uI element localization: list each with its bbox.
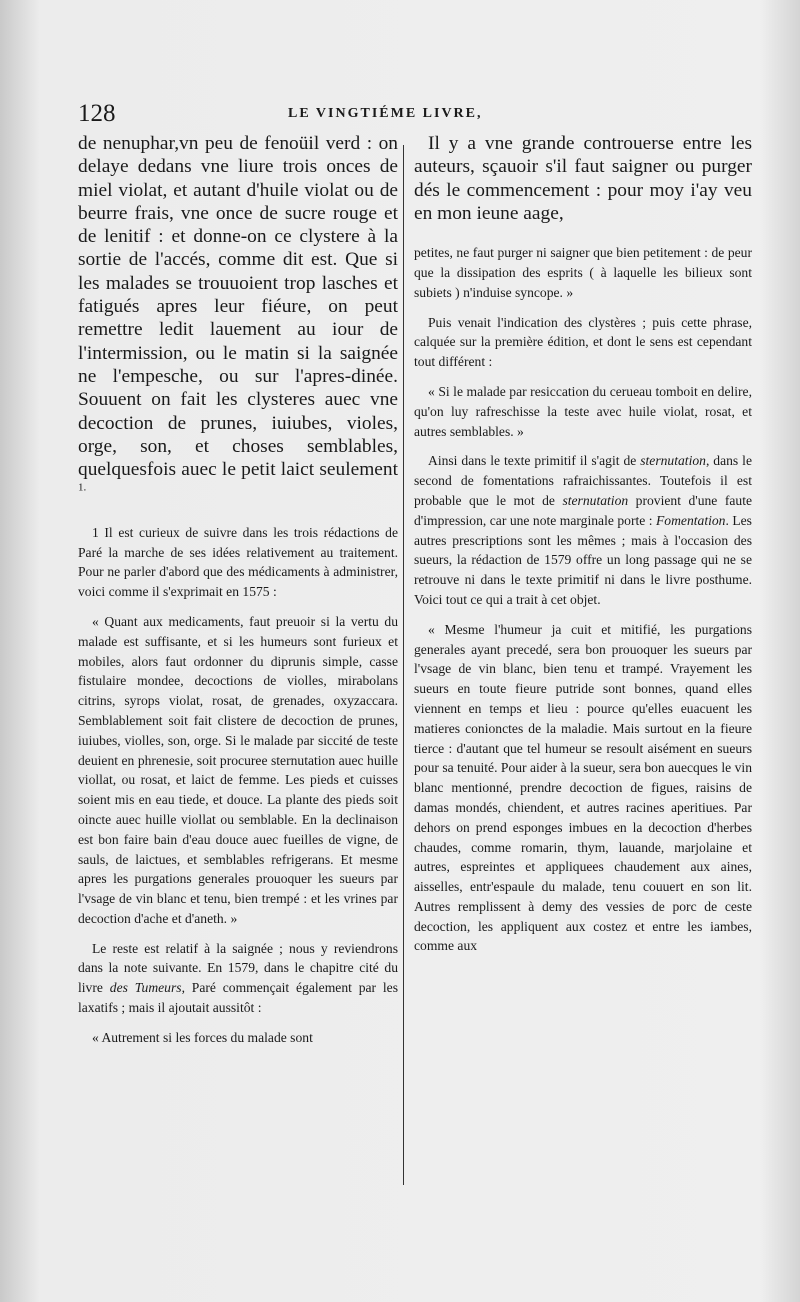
page-header (78, 100, 758, 130)
footnote-quote-1579: « Autrement si les forces du malade sont (92, 1029, 313, 1045)
left-main-text: de nenuphar,vn peu de fenoüil verd : on delaye dedans vne liure trois onces de miel violat, et autant d'huile violat ou de beurre frais, vne once de sucre rouge et de lenitif : et donne-on ce clystere à la sortie de l'accés, comme dit est. Que si les malades se trouuoient trop lasches et fatigués apres leur fiéure, on peut remettre ledit lauement au iour de l'intermission, ou le matin si la saignée ne l'empesche, ou sur l'apres-dinée. Souuent on fait les clysteres auec vne decoction de prunes, iuiubes, violes, orge, son, et choses semblables, quelquesfois auec le petit laict seulement $^{1.}$ (78, 133, 398, 494)
page-number: 128 (78, 100, 116, 127)
footnote-quote-delire: « Si le malade par resiccation du cerueau tomboit en delire, qu'on luy rafreschisse la teste avec huile violat, rosat, et autres semblables. » (414, 383, 752, 439)
book-title-italic: des Tumeurs (109, 980, 182, 996)
footnote-continued: petites, ne faut purger ni saigner que bien petitement : de peur que la dissipation des esprits ( à laquelle les bilieux sont subiets ) n'induise syncope. » (414, 245, 752, 300)
footnote-intro: 1 Il est curieux de suivre dans les trois rédactions de Paré la marche de ses idées relativement au traitement. Pour ne parler d'abord que des médicaments à administrer, voici comme il s'exprimait en 1575 : (78, 524, 398, 600)
right-main-text: Il y a vne grande controuerse entre les auteurs, sçauoir s'il faut saigner ou purger dés le commencement : pour moy i'ay veu en mon ieune aage, (414, 133, 752, 224)
footnote-quote-sueurs: « Mesme l'humeur ja cuit et mitifié, les purgations generales ayant precedé, sera bon prouoquer les sueurs par l'vsage de vin blanc, bien tenu et trampé. Vrayement les sueurs en toute fieure putride sont bonnes, quand elles viennent en temps et lieu : pource qu'elles euacuent les matieres conionctes de la maladie. Mais surtout en la fieure tierce : d'autant que tel humeur se resoult aisément en sueurs pour sa tenuité. Pour aider à la sueur, sera bon auecques le vin blanc mentionné, prendre decoction de figues, raisins de damas mondés, chiendent, et autres racines aperitiues. Par dehors on prend esponges imbues en la decoction d'herbes chaudes, comme romarin, thym, lauande, marjolaine et autres, espreintes et appliquees chaudement aux aines, aisselles, entr'espaule du malade, tenu couuert en son lit. Autres remplissent à demy des vessies de porc de ceste decoction, les appliquent aux costez et entre les iambes, comme aux (414, 621, 752, 954)
left-column (78, 132, 398, 1202)
running-title: LE VINGTIÉME LIVRE, (288, 106, 483, 121)
footnote-quote-1575: « Quant aux medicaments, faut preuoir si la vertu du malade est suffisante, et si les humeurs sont furieux et mobiles, alors faut ordonner du diprunis simple, casse fistulaire mondee, decoctions de violles, mirabolans citrins, syrops violat, rosat, de grenades, oxyzaccara. Semblablement soit fait clistere de decoction de prunes, iuiubes, violles, son, orge. Si le malade par siccité de teste deuient en phrenesie, soit procuree sternutation auec huille viollat, ou rosat, et laict de femme. Les pieds et cuisses soient mis en eau tiede, et douce. La plante des pieds soit oincte auec huille viollat ou semblable. En la declinaison est bon faire bain d'eau douce auec fueilles de vigne, de sauls, de laictues, et semblables refrigerans. Et mesme apres les purgations generales prouoquer les sueurs par l'vsage de vin blanc et tenu, bien trempé : et les vrines par decoction d'ache et d'aneth. » (78, 613, 398, 926)
footnote-clysteres: Puis venait l'indication des clystères ; puis cette phrase, calquée sur la première édition, et dont le sens est cependant tout différent : (414, 314, 752, 370)
right-column (414, 132, 752, 1202)
footnote-mark: 1. (78, 481, 87, 494)
column-divider (403, 145, 404, 1185)
footnote-continuation: Le reste est relatif à la saignée ; nous y reviendrons dans la note suivante. En 1579, dans le chapitre cité du livre des Tumeurs, Paré commençait également par les laxatifs ; mais il ajoutait aussitôt : (78, 940, 398, 1016)
footnote-sternutation: Ainsi dans le texte primitif il s'agit de sternutation, dans le second de fomentations rafraichissantes. Toutefois il est probable que le mot de sternutation provient d'une faute d'impression, car une note marginale porte : Fomentation. Les autres prescriptions sont les mêmes ; mais à l'occasion des sueurs, la rédaction de 1579 offre un long passage qui ne se retrouve ni dans le texte primitif ni dans le livre posthume. Voici tout ce qui a trait à cet objet. (414, 453, 752, 607)
